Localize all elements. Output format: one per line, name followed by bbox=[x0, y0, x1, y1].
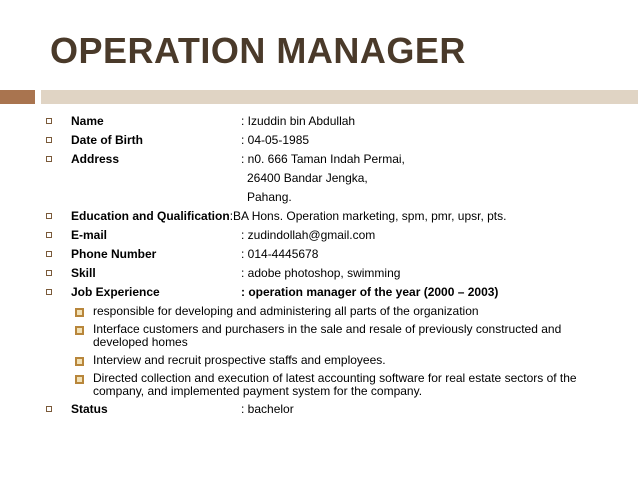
field-value: : n0. 666 Taman Indah Permai, bbox=[241, 152, 405, 166]
field-label: Name bbox=[71, 114, 104, 128]
square-sub-bullet-icon bbox=[75, 357, 84, 366]
square-sub-bullet-icon bbox=[75, 375, 84, 384]
square-bullet-icon bbox=[46, 137, 52, 143]
title-rule-accent bbox=[0, 90, 35, 104]
field-label: Education and Qualification bbox=[71, 209, 230, 223]
job-item-text: Directed collection and execution of latest accounting software for real estate sectors of the company, and implemented payment system for the company. bbox=[93, 371, 577, 398]
field-value: : Izuddin bin Abdullah bbox=[241, 114, 356, 128]
square-sub-bullet-icon bbox=[75, 326, 84, 335]
field-value: : bachelor bbox=[241, 402, 294, 416]
field-value: : 04-05-1985 bbox=[241, 133, 310, 147]
address-line-3 bbox=[0, 188, 638, 207]
square-bullet-icon bbox=[46, 251, 52, 257]
field-education bbox=[0, 207, 638, 226]
field-name bbox=[0, 112, 638, 131]
field-label: Job Experience bbox=[71, 285, 160, 299]
field-skill bbox=[0, 264, 638, 283]
square-bullet-icon bbox=[46, 289, 52, 295]
square-bullet-icon bbox=[46, 213, 52, 219]
job-item bbox=[0, 320, 638, 351]
field-label: Phone Number bbox=[71, 247, 157, 261]
field-value: 26400 Bandar Jengka, bbox=[247, 171, 368, 185]
field-email bbox=[0, 226, 638, 245]
field-value: Pahang. bbox=[247, 190, 292, 204]
job-item bbox=[0, 369, 638, 400]
title-rule-bar bbox=[41, 90, 638, 104]
field-value: :BA Hons. Operation marketing, spm, pmr, upsr, pts. bbox=[229, 209, 507, 223]
field-value: : adobe photoshop, swimming bbox=[241, 266, 401, 280]
job-item-text: Interview and recruit prospective staffs and employees. bbox=[93, 353, 386, 367]
job-item bbox=[0, 302, 638, 320]
field-value: : 014-4445678 bbox=[241, 247, 319, 261]
field-label: Status bbox=[71, 402, 108, 416]
address-line-2 bbox=[0, 169, 638, 188]
square-bullet-icon bbox=[46, 270, 52, 276]
field-phone bbox=[0, 245, 638, 264]
field-job-experience bbox=[0, 283, 638, 302]
job-item bbox=[0, 351, 638, 369]
slide-title: OPERATION MANAGER bbox=[50, 30, 466, 71]
field-date-of-birth bbox=[0, 131, 638, 150]
square-bullet-icon bbox=[46, 232, 52, 238]
field-label: Date of Birth bbox=[71, 133, 143, 147]
field-label: Address bbox=[71, 152, 120, 166]
field-status bbox=[0, 400, 638, 419]
job-item-text: responsible for developing and administering all parts of the organization bbox=[93, 304, 479, 318]
field-label: Skill bbox=[71, 266, 96, 280]
education-line bbox=[71, 207, 506, 226]
square-sub-bullet-icon bbox=[75, 308, 84, 317]
field-value: : zudindollah@gmail.com bbox=[241, 228, 376, 242]
square-bullet-icon bbox=[46, 406, 52, 412]
resume-content bbox=[0, 112, 638, 419]
field-label: E-mail bbox=[71, 228, 108, 242]
field-value: : operation manager of the year (2000 – 2003) bbox=[241, 285, 499, 299]
square-bullet-icon bbox=[46, 118, 52, 124]
square-bullet-icon bbox=[46, 156, 52, 162]
field-address bbox=[0, 150, 638, 169]
job-item-text: Interface customers and purchasers in the sale and resale of previously constructed and developed homes bbox=[93, 322, 562, 349]
